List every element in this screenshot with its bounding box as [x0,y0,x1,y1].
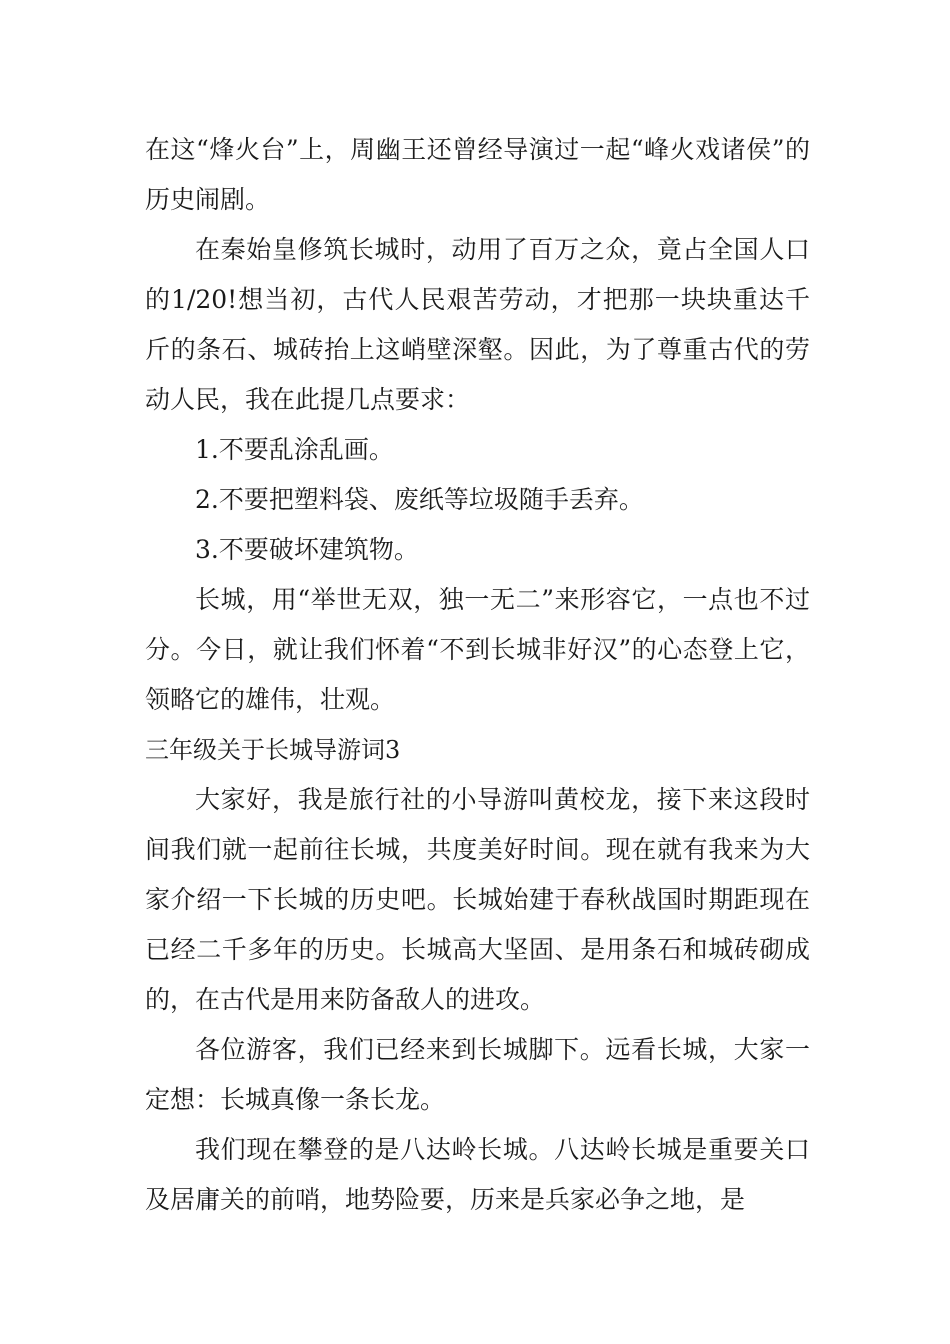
paragraph-great-wall-praise: 长城，用“举世无双，独一无二”来形容它，一点也不过分。今日，就让我们怀着“不到长城非好汉”的心态登上它，领略它的雄伟，壮观。 [145,585,810,714]
document-page [145,0,810,1344]
paragraph-guide-intro: 大家好，我是旅行社的小导游叫黄校龙，接下来这段时间我们就一起前往长城，共度美好时间。现在就有我来为大家介绍一下长城的历史吧。长城始建于春秋战国时期距现在已经二千多年的历史。长城高大坚固、是用条石和城砖砌成的，在古代是用来防备敌人的进攻。 [145,785,810,1014]
paragraph-badaling: 我们现在攀登的是八达岭长城。八达岭长城是重要关口及居庸关的前哨，地势险要，历来是兵家必争之地，是 [145,1135,810,1214]
list-item-rule-2: 2.不要把塑料袋、废纸等垃圾随手丢弃。 [195,485,644,514]
list-item-rule-1: 1.不要乱涂乱画。 [195,435,394,464]
paragraph-beacon-tower: 在这“烽火台”上，周幽王还曾经导演过一起“峰火戏诸侯”的历史闹剧。 [145,135,810,214]
list-item-rule-3: 3.不要破坏建筑物。 [195,535,419,564]
paragraph-arrival: 各位游客，我们已经来到长城脚下。远看长城，大家一定想：长城真像一条长龙。 [145,1035,810,1114]
section-heading: 三年级关于长城导游词3 [145,736,401,764]
paragraph-qin-construction: 在秦始皇修筑长城时，动用了百万之众，竟占全国人口的1/20!想当初，古代人民艰苦劳动，才把那一块块重达千斤的条石、城砖抬上这峭壁深壑。因此，为了尊重古代的劳动人民，我在此提几点要求： [145,235,810,414]
